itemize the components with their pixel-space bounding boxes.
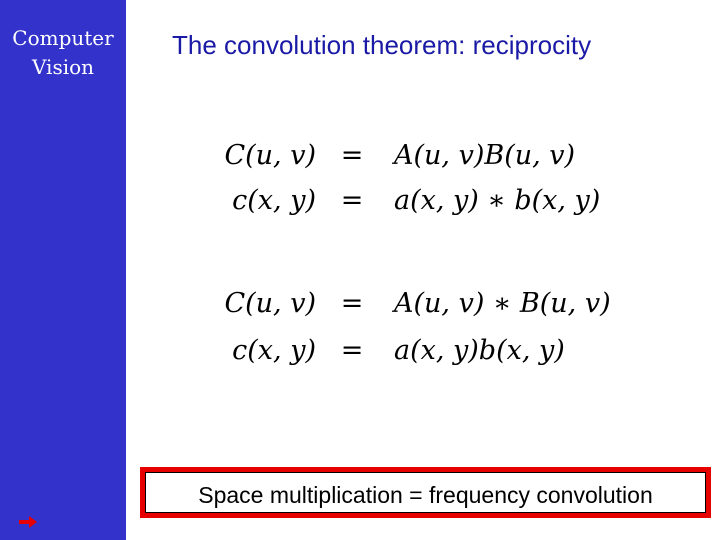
- equation-row: [212, 335, 632, 375]
- equation-rhs: A(u, v)B(u, v): [394, 140, 576, 171]
- equation-lhs: c(x, y): [232, 185, 316, 216]
- sidebar-title-line2: Vision: [31, 55, 95, 79]
- sidebar: [0, 0, 126, 540]
- equation-lhs: c(x, y): [232, 335, 316, 366]
- right-arrow-icon[interactable]: [17, 514, 39, 530]
- callout-box: [140, 467, 711, 518]
- equation-row: [212, 185, 632, 225]
- equation-rhs: a(x, y) ∗ b(x, y): [394, 185, 601, 216]
- equation-operator: =: [340, 288, 364, 319]
- equation-operator: =: [340, 185, 364, 216]
- equation-lhs: C(u, v): [224, 140, 316, 171]
- equation-operator: =: [340, 140, 364, 171]
- equation-lhs: C(u, v): [224, 288, 316, 319]
- equation-row: [212, 140, 632, 180]
- equation-rhs: a(x, y)b(x, y): [394, 335, 565, 366]
- sidebar-title-line1: Computer: [12, 26, 114, 50]
- callout-text: Space multiplication = frequency convolution: [198, 482, 653, 508]
- equation-rhs: A(u, v) ∗ B(u, v): [394, 288, 611, 319]
- equation-row: [212, 288, 632, 328]
- equation-operator: =: [340, 335, 364, 366]
- slide-title: The convolution theorem: reciprocity: [172, 30, 592, 60]
- sidebar-title: [0, 24, 126, 82]
